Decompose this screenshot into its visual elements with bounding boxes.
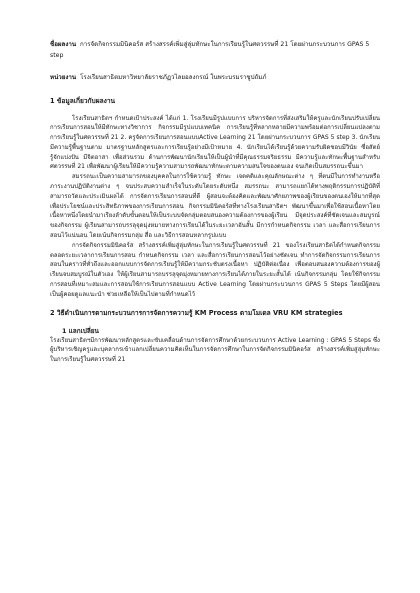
paragraph-3: การจัดกิจกรรมมินิคอร์ส สร้างสรรค์เพิ่มสู่ลุ่มทักษะในการเรียนรู้ในศตวรรษที่ 21 ของโรงเรียนสาธิตได้กำหนดกิจกรรมตลอดระยะเวลาการเรียนการสอน กำหนดกิจกรรม เวลา และสื่อการเรียนการสอนไว้อย่างชัดเจน ทำการจัดกิจกรรมการเรียนการสอนในคราวที่ทั่วถึงและออกแบบการจัดการเรียนรู้ให้มีความกระชับตรงเนื้อหา ปฏิบัติต่อเนื่อง เพื่อตอบสนองความต้องการของผู้เรียนจบสมบูรณ์ในตัวเอง ให้ผู้เรียนสามารถบรรลุจุดมุ่งหมายทางการเรียนได้ภายในระยะสั้นได้ เน้นกิจกรรมกลุ่ม โดยใช้กิจกรรมการสอนที่เหมาะสมและการสอนใช้การเรียนการสอนแบบ Active Learning โดยผ่านกระบวนการ GPAS 5 Steps โดยมีผู้สอนเป็นผู้คอยดูแลแนะนำ ช่วยเหลือให้เป็นไปตามที่กำหนดไว้: [50, 241, 380, 298]
unit-label: หน่วยงาน: [50, 74, 77, 81]
work-title-text: การจัดกิจกรรมมินิคอร์ส สร้างสรรค์เพิ่มสู่ลุ่มทักษะในการเรียนรู้ในศตวรรษที่ 21 โดยผ่านกระบวนการ GPAS 5 step: [50, 41, 370, 59]
unit-text: โรงเรียนสาธิตมหาวิทยาลัยราชภัฏวไลยอลงกรณ์ ในพระบรมราชูปถัมภ์: [80, 74, 267, 81]
unit-line: [50, 73, 380, 84]
section-2-title: 2 วิธีดำเนินการตามกระบวนการการจัดการความรู้ KM Process ตามโมเดล VRU KM strategies: [50, 308, 343, 317]
paragraph-1: โรงเรียนสาธิตฯ กำหนดเป้าประสงค์ ได้แก่ 1. โรงเรียนมีรูปแบบการ บริหารจัดการที่ส่งเสริมให้ครูและนักเรียนปรับเปลี่ยนการเรียนการสอนให้มีทักษะทางวิชาการ กิจกรรมมีรูปแบบเทคนิค การเรียนรู้ที่หลากหลายมีความพร้อมต่อการเปลี่ยนแปลงตามการเรียนรู้ในศตวรรษที่ 21 2. ครูจัดการเรียนการสอนแบบActive Learning 21 โดยผ่านกระบวนการ GPAS 5 step 3. นักเรียนมีความรู้พื้นฐานตาม มาตรฐานหลักสูตรและการเรียนรู้อย่างมีเป้าหมาย 4. นักเรียนได้เรียนรู้ด้วยความรับผิดชอบมีวินัย ซื่อสัตย์ รู้จักแบ่งปัน มีจิตอาสา เพื่อส่วนรวม ด้านการพัฒนานักเรียนให้เป็นผู้นำที่มีคุณธรรมจริยธรรม มีความรู้และทักษะพื้นฐานสำหรับศตวรรษที่ 21 เพื่อพัฒนาผู้เรียนให้มีความรู้ความสามารถพัฒนาทักษะตามความสนใจของตนเอง จนเกิดเป็นสมรรถนะขึ้นมา: [50, 114, 380, 171]
subsection-1-title: 1 แลกเปลี่ยน: [62, 326, 99, 335]
paragraph-2: สมรรถนะเป็นความสามารถของบุคคลในการใช้ความรู้ ทักษะ เจตคติและคุณลักษณะต่าง ๆ ที่ตนมีในการทำงานหรือภาระงานปฏิบัติงานต่าง ๆ จนประสบความสำเร็จในระดับโดยระดับหนึ่ง สมรรถนะ สามารถแยกได้ทางพฤติกรรมการปฏิบัติที่สามารถวัดและประเมินผลได้ การจัดการเรียนการสอนที่ดี ผู้สอนจะต้องคิดและพัฒนาศักยภาพของผู้เรียนของตนเองให้มากที่สุดเพื่อประโยชน์และประสิทธิภาพของการเรียนการสอน กิจกรรมมินิคอร์สที่ทางโรงเรียนสาธิตฯ พัฒนาขึ้นมาเพื่อใช้สอนเนื้อหาโดยเนื้อหาหนึ่งโดยนำมาเรียงลำดับขั้นตอนให้เป็นระบบจัดกลุ่มตอบสนองความต้องการของผู้เรียน มีจุดประสงค์ที่ชัดเจนและสมบูรณ์ของกิจกรรม ผู้เรียนสามารถบรรลุจุดมุ่งหมายทางการเรียนได้ในระยะเวลาอันสั้น มีการกำหนดกิจกรรม เวลา และสื่อการเรียนการสอนไว้แน่นอน โดยเน้นกิจกรรมกลุ่ม สื่อ และวิธีการสอนหลากรูปแบบ: [50, 173, 380, 240]
spacer: [50, 300, 380, 308]
subsection-1-text: โรงเรียนสาธิตฯมีการพัฒนาหลักสูตรและขับเคลื่อนด้านการจัดการศึกษาด้วยกระบวนการ Active Learning : GPAS 5 Steps ซึ่งผู้บริหารเชิญครูและบุคลากรเข้าแลกเปลี่ยนความคิดเห็นในการจัดการศึกษาในการจัดกิจกรรมมินิคอร์ส สร้างสรรค์เพิ่มสู่ลุ่มทักษะในการเรียนรู้ในศตวรรษที่ 21: [50, 336, 380, 364]
work-title-label: ชื่อผลงาน: [50, 41, 77, 48]
work-title-line: [50, 40, 380, 61]
section-1-title: 1 ข้อมูลเกี่ยวกับผลงาน: [50, 96, 116, 105]
